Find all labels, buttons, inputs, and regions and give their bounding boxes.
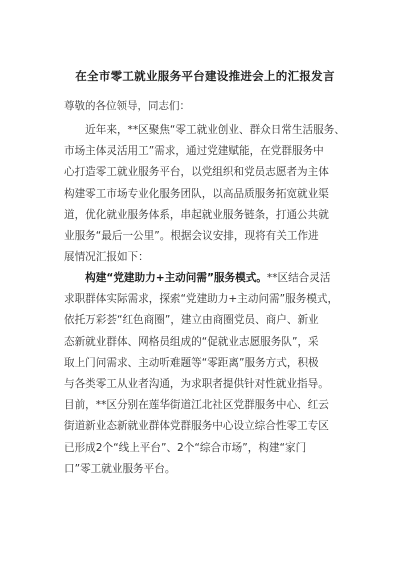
paragraph-line: 心打造零工就业服务平台，以党组织和党员志愿者为主体 [64, 166, 329, 179]
paragraph-service-model [64, 268, 346, 480]
paragraph-line: 态新就业群体、网格员组成的“促就业志愿服务队”，采 [64, 335, 319, 348]
paragraph-line: 依托万彩荟“红色商圈”，建立由商圈党员、商户、新业 [64, 314, 319, 327]
paragraph-line: 求职群体实际需求，探索“党建助力+主动问需”服务模式， [64, 293, 339, 306]
paragraph-line: 取上门问需求、主动听难题等“零距离”服务方式，积极 [64, 356, 319, 369]
paragraph-line: 目前，**区分别在莲华街道江北社区党群服务中心、红云 [64, 399, 329, 412]
paragraph-line: 近年来，**区聚焦“零工就业创业、群众日常生活服务、 [64, 124, 345, 136]
greeting: 尊敬的各位领导，同志们： [64, 100, 190, 112]
paragraph-line: 与各类零工从业者沟通，为求职者提供针对性就业指导。 [64, 377, 329, 390]
paragraph-first-line [64, 268, 346, 289]
paragraph-line: 展情况汇报如下： [64, 251, 149, 264]
paragraph-line: 业服务“最后一公里”。根据会议安排，现将有关工作进 [64, 229, 319, 242]
paragraph-line: 街道新业态新就业群体党群服务中心设立综合性零工专区 [64, 420, 329, 433]
paragraph-intro [64, 120, 346, 268]
paragraph-line-rest: **区结合灵活 [266, 272, 331, 284]
paragraph-line: 市场主体灵活用工”需求，通过党建赋能，在党群服务中 [64, 145, 324, 158]
document-title: 在全市零工就业服务平台建设推进会上的汇报发言 [75, 69, 335, 83]
paragraph-line: 构建零工市场专业化服务团队，以高品质服务拓宽就业渠 [64, 187, 329, 200]
paragraph-line: 已形成2个“线上平台”、2个“综合市场”，构建“家门 [64, 441, 307, 454]
paragraph-line: 口”零工就业服务平台。 [64, 462, 176, 475]
paragraph-line: 道，优化就业服务体系，串起就业服务链条，打通公共就 [64, 208, 329, 221]
section-heading: 构建“党建助力+主动问需”服务模式。 [64, 272, 267, 284]
